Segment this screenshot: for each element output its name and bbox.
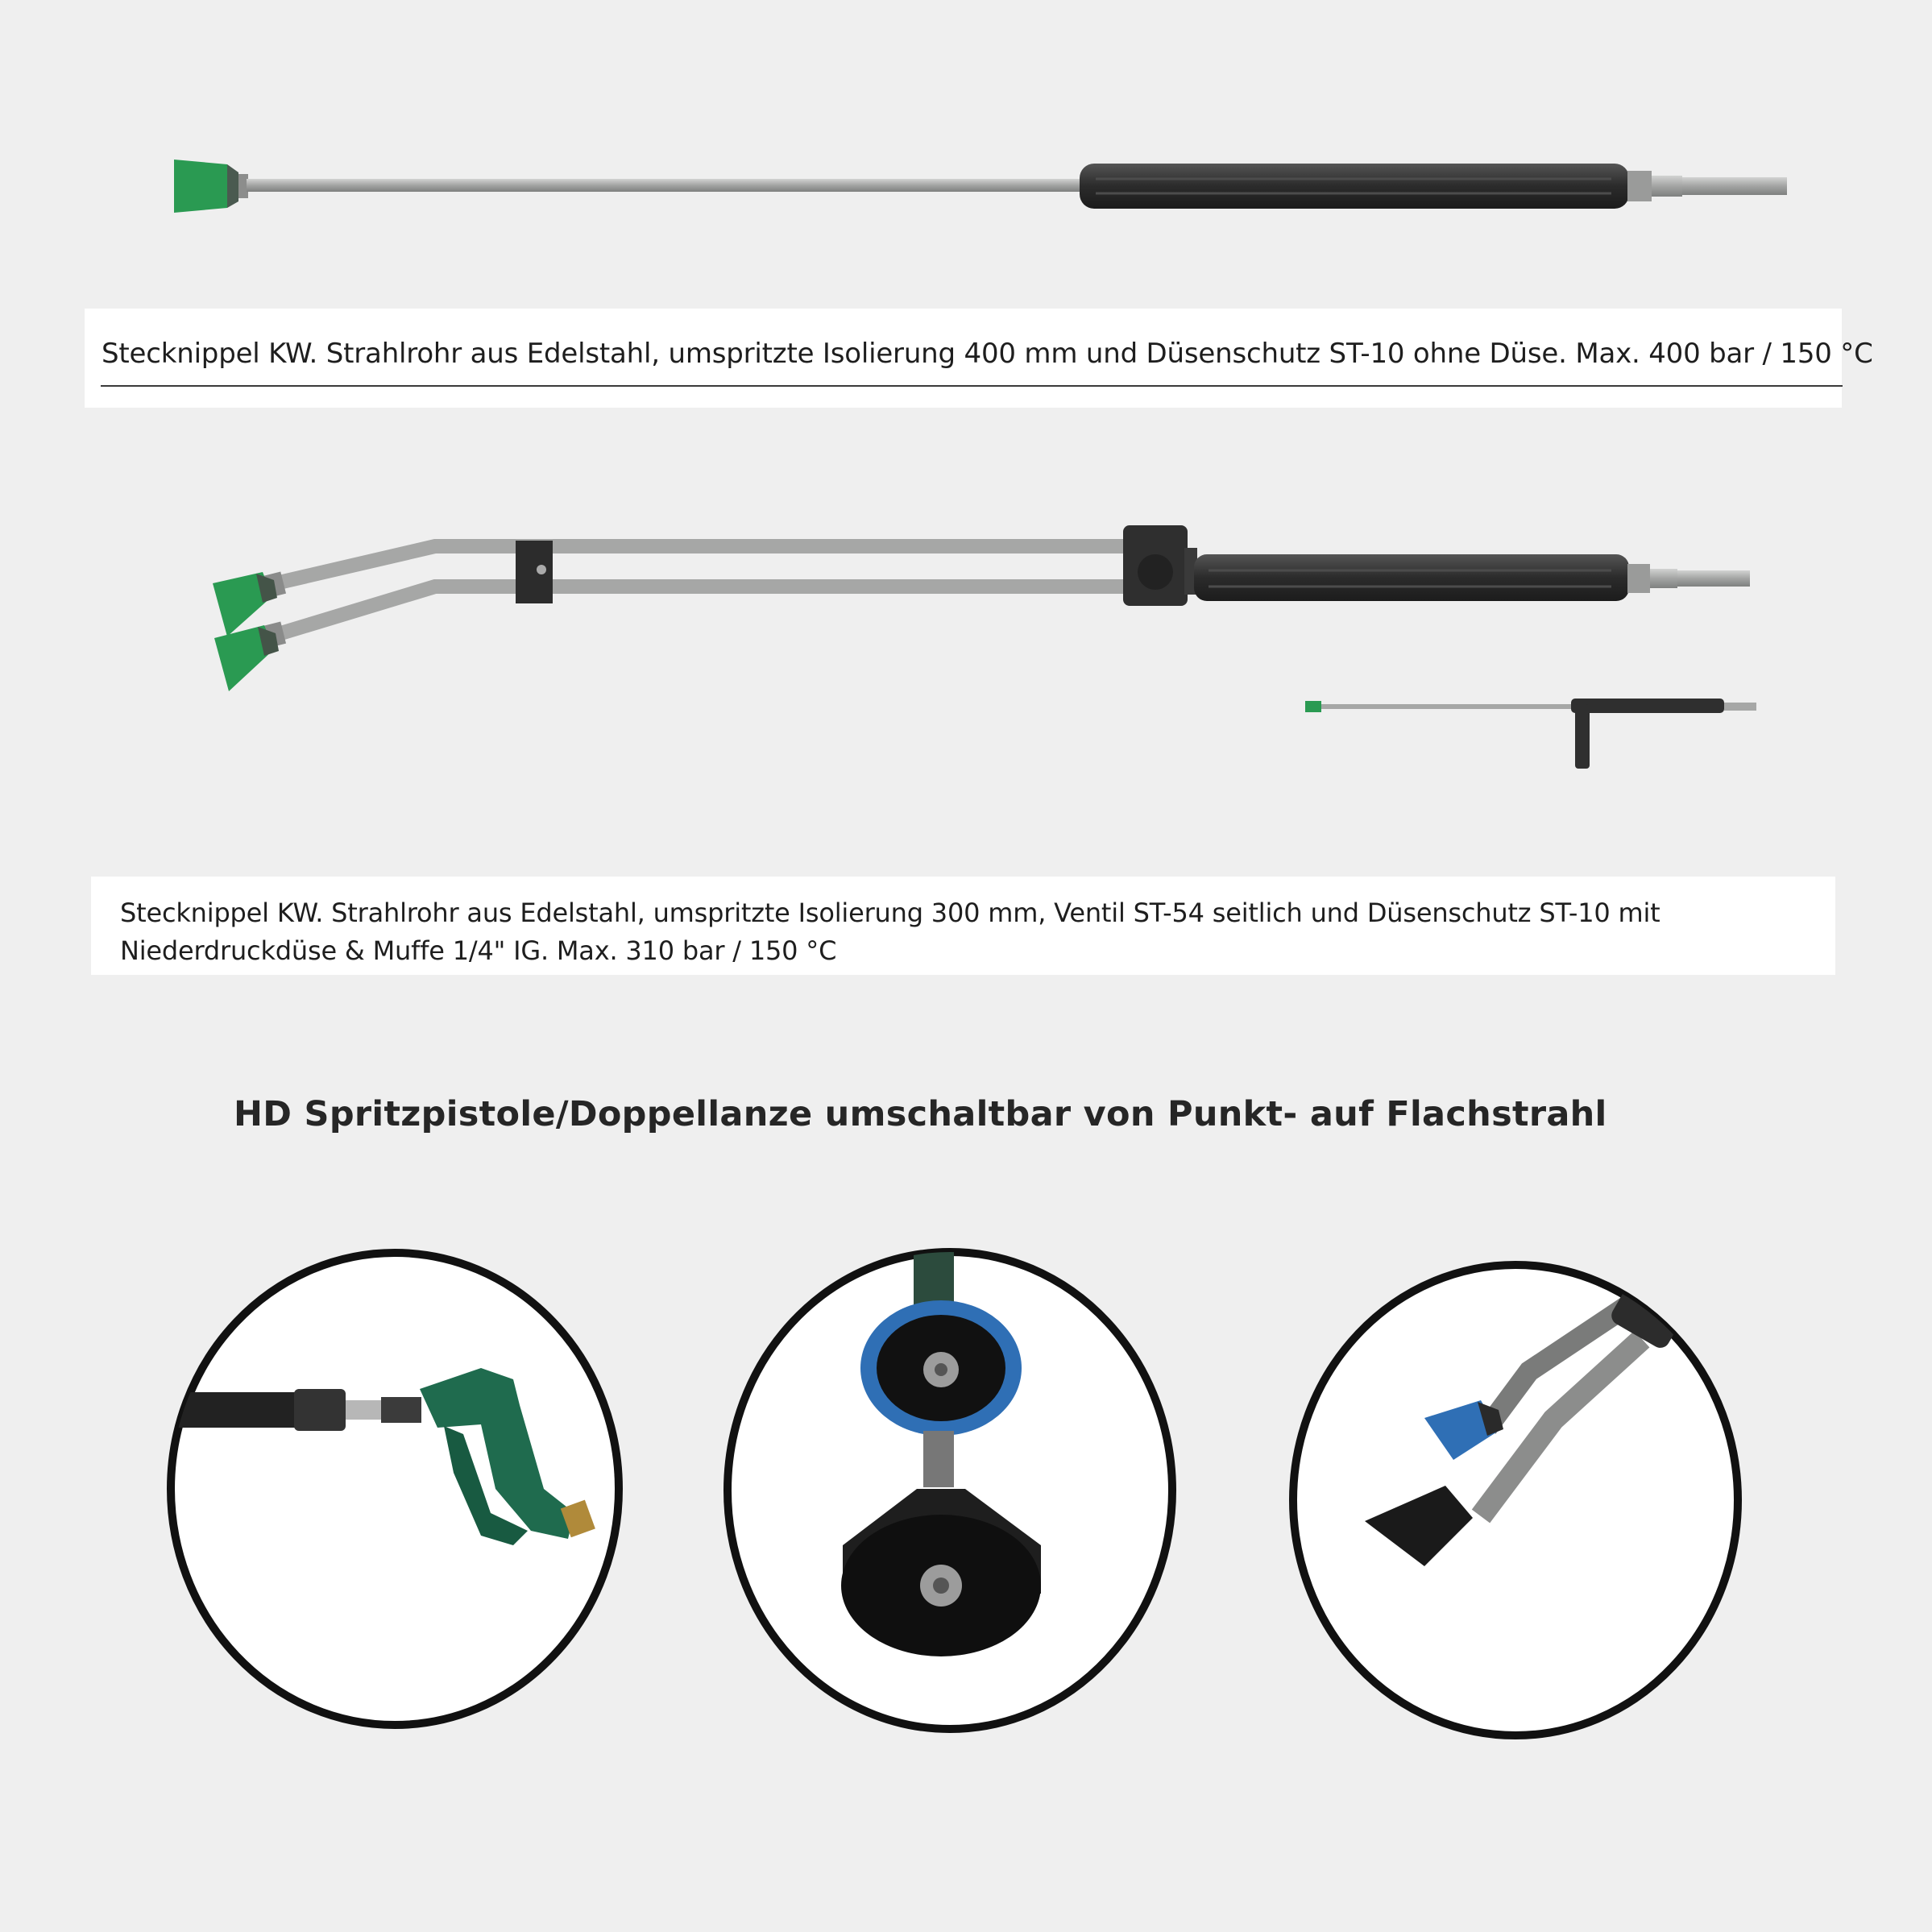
double-lance-nozzles-icon	[1287, 1258, 1743, 1742]
section-title: HD Spritzpistole/Doppellanze umschaltbar von Punkt- auf Flachstrahl	[234, 1094, 1607, 1134]
nozzle-heads-icon	[722, 1247, 1178, 1734]
spray-gun-icon	[165, 1247, 624, 1731]
product-caption-2	[91, 877, 1835, 975]
caption-text: Stecknippel KW. Strahlrohr aus Edelstahl, umspritzte Isolierung 300 mm, Ventil ST-54 seitlich und Düsenschutz ST-10 mit Niederdruckdüse & Muffe 1/4" IG. Max. 310 bar / 150 °C	[120, 898, 1660, 966]
caption-text: Stecknippel KW. Strahlrohr aus Edelstahl, umspritzte Isolierung 400 mm und Düsenschutz ST-10 ohne Düse. Max. 400 bar / 150 °C	[102, 338, 1873, 370]
double-lance-icon	[0, 0, 1932, 806]
